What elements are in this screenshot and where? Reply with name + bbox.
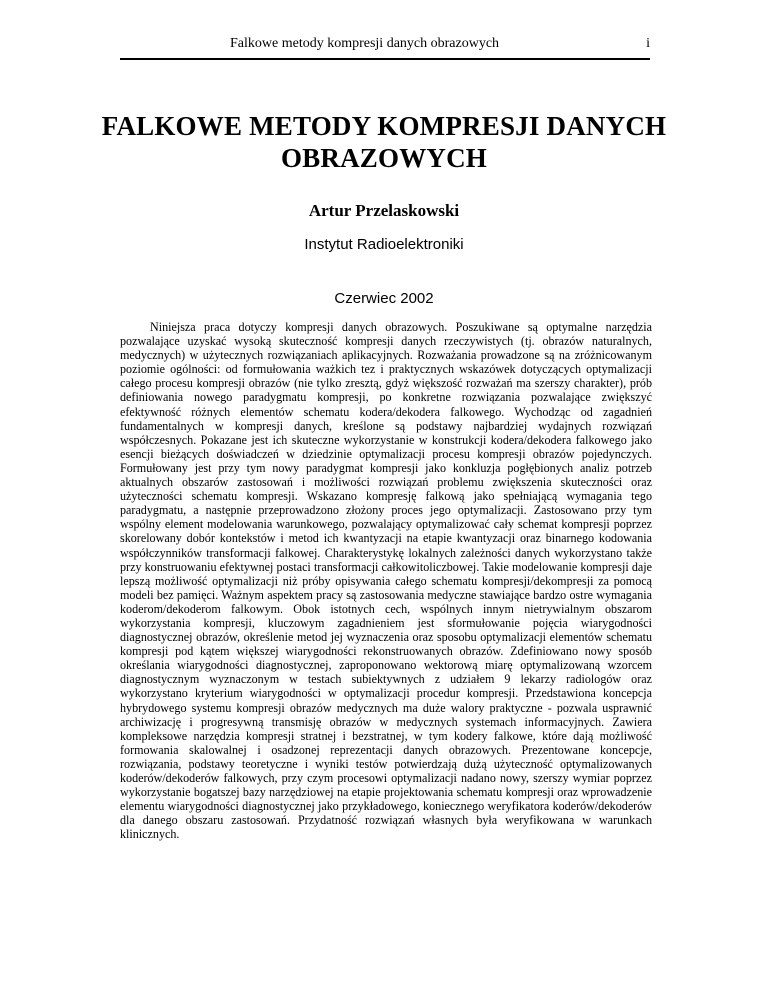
abstract-paragraph: Niniejsza praca dotyczy kompresji danych obrazowych. Poszukiwane są optymalne narzędzia pozwalające uzyskać wysoką skuteczność kompresji danych rzeczywistych (tj. obrazów naturalnych, medycznych) w użytecznych rozwiązaniach aplikacyjnych. Rozważania prowadzone są na zróżnicowanym poziomie ogólności: od formułowania ważkich tez i praktycznych wskazówek dotyczących optymalizacji całego procesu kompresji obrazów (nie tylko zresztą, gdyż większość rozważań ma szerszy charakter), prób definiowania nowego paradygmatu kompresji, po konkretne rozwiązania pozwalające zwiększyć efektywność różnych elementów schematu kodera/dekodera falkowego. Wychodząc od zagadnień fundamentalnych w kompresji danych, kreślone są podstawy najbardziej wydajnych rozwiązań współczesnych. Pokazane jest ich skuteczne wykorzystanie w konstrukcji kodera/dekodera falkowego jako esencji bieżących doświadczeń w dziedzinie optymalizacji procesu kompresji obrazów pojedynczych. Formułowany jest przy tym nowy paradygmat kompresji jako konkluzja pogłębionych analiz potrzeb aktualnych obszarów zastosowań i możliwości rozwiązań problemu zwiększenia skuteczności oraz użyteczności schematu kompresji. Wskazano kompresję falkową jako spełniającą wymagania tego paradygmatu, a następnie przeprowadzono złożony proces jego optymalizacji. Zastosowano przy tym wspólny element modelowania warunkowego, pozwalający optymalizować cały schemat kompresji poprzez skorelowany dobór kontekstów i metod ich kwantyzacji na etapie kwantyzacji oraz binarnego kodowania współczynników transformacji falkowej. Charakterystykę lokalnych zależności danych wykorzystano także przy konstruowaniu efektywnej postaci transformacji całkowitoliczbowej. Takie modelowanie kompresji daje lepszą możliwość optymalizacji niż próby opisywania całego schematu kompresji/dekompresji za pomocą modeli bez pamięci. Ważnym aspektem pracy są zastosowania medyczne stawiające bardzo ostre wymagania koderom/dekoderom falkowym. Obok istotnych cech, wspólnych innym nietrywialnym obszarom wykorzystania kompresji, kluczowym zagadnieniem jest sformułowanie pojęcia wiarygodności diagnostycznej obrazów, określenie metod jej wyznaczenia oraz sposobu optymalizacji elementów schematu kompresji pod kątem większej wiarygodności rekonstruowanych obrazów. Zdefiniowano nowy sposób określania wiarygodności diagnostycznej, zaproponowano wektorową miarę optymalizowaną wzorcem diagnostycznym wyznaczonym w testach subiektywnych z udziałem 9 lekarzy radiologów oraz wykorzystano kryterium wiarygodności w optymalizacji procedur kompresji. Przedstawiona koncepcja hybrydowego systemu kompresji obrazów medycznych ma duże walory praktyczne - pozwala usprawnić archiwizację i progresywną transmisję obrazów w medycznych systemach informacyjnych. Zawiera kompleksowe narzędzia kompresji stratnej i bezstratnej, w tym kodery falkowe, które dają możliwość formowania skalowalnej i osadzonej reprezentacji danych obrazowych. Prezentowane koncepcje, rozwiązania, podstawy teoretyczne i wyniki testów potwierdzają dużą użyteczność optymalizowanych koderów/dekoderów falkowych, przy czym procesowi optymalizacji nadano nowy, szerszy wymiar poprzez wykorzystanie bogatszej bazy narzędziowej na etapie projektowania schematu kompresji oraz wprowadzenie elementu wiarygodności diagnostycznej jako przykładowego, koniecznego weryfikatora koderów/dekoderów dla danego obszaru zastosowań. Przydatność rozwiązań własnych była weryfikowana w warunkach klinicznych. — [120, 320, 652, 842]
institute-name: Instytut Radioelektroniki — [304, 236, 464, 253]
author-name: Artur Przelaskowski — [308, 201, 460, 220]
publication-date: Czerwiec 2002 — [334, 290, 434, 307]
page-header — [120, 36, 650, 66]
header-divider — [120, 58, 650, 60]
document-title: FALKOWE METODY KOMPRESJI DANYCH OBRAZOWYCH — [101, 111, 667, 173]
running-title: Falkowe metody kompresji danych obrazowych — [230, 36, 500, 51]
page-number: i — [646, 36, 650, 51]
